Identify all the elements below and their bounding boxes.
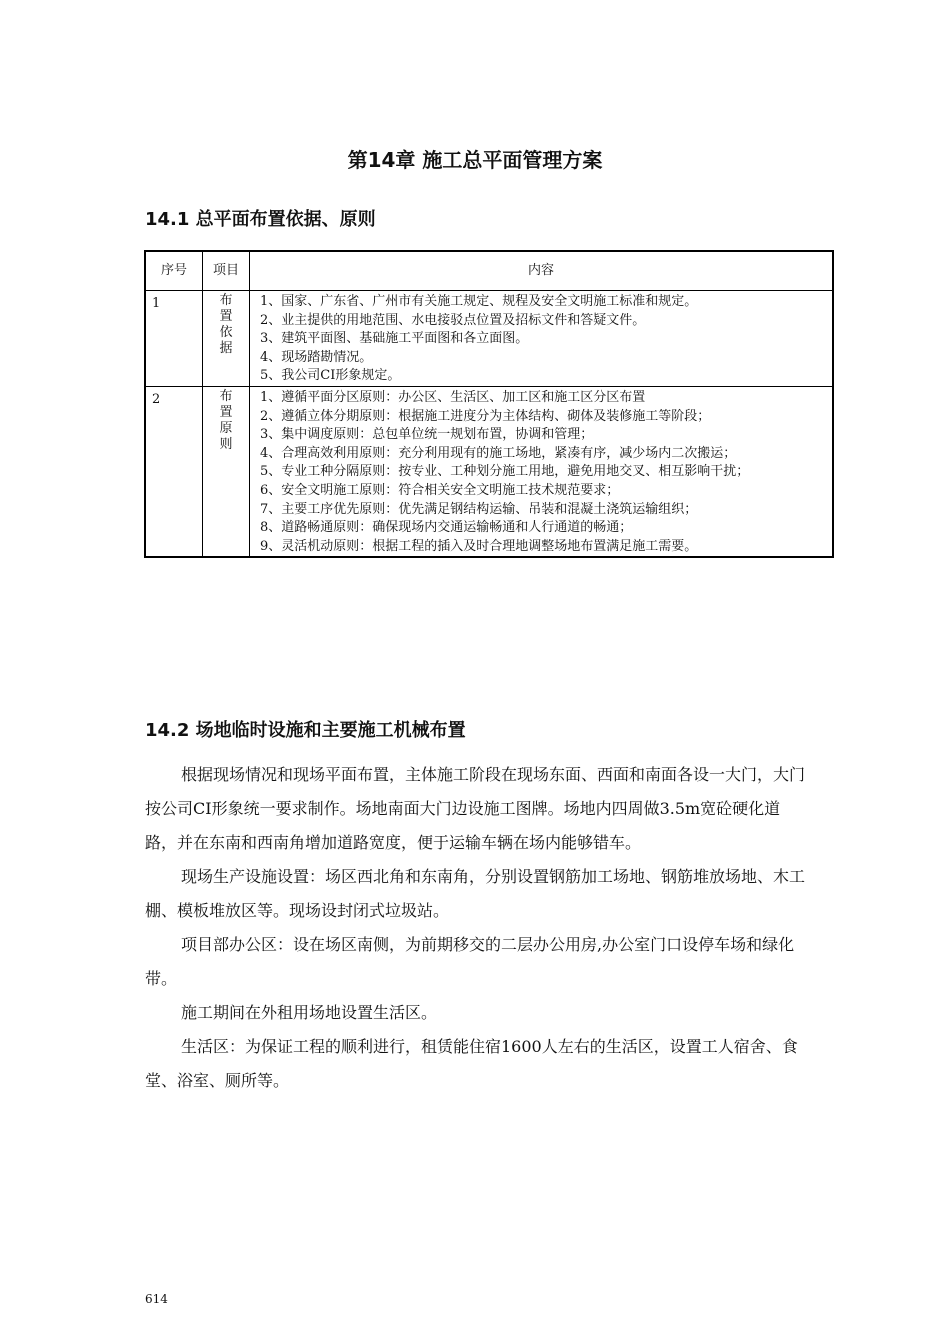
paragraph: 根据现场情况和现场平面布置，主体施工阶段在现场东面、西面和南面各设一大门，大门按公司CI形象统一要求制作。场地南面大门边设施工图牌。场地内四周做3.5m宽砼硬化道路，并在东南和西南角增加道路宽度，便于运输车辆在场内能够错车。 [145,765,806,852]
page-number: 614 [145,1292,168,1306]
header-serial: 序号 [145,251,203,291]
section-title: 14.2 场地临时设施和主要施工机械布置 [145,720,466,741]
content-line: 7、主要工序优先原则：优先满足钢结构运输、吊装和混凝土浇筑运输组织； [260,501,698,517]
item-char: 原 [219,420,233,436]
item-char: 则 [219,436,233,452]
row-item [203,291,250,387]
content-line: 9、灵活机动原则：根据工程的插入及时合理地调整场地布置满足施工需要。 [260,538,698,554]
row-content [250,291,834,387]
content-line: 4、现场踏勘情况。 [260,349,373,365]
content-line: 3、集中调度原则：总包单位统一规划布置，协调和管理； [260,427,594,443]
content-line: 1、国家、广东省、广州市有关施工规定、规程及安全文明施工标准和规定。 [260,294,698,309]
table-row [145,386,833,557]
content-line: 5、专业工种分隔原则：按专业、工种划分施工用地，避免用地交叉、相互影响干扰； [260,464,750,480]
section-title: 14.1 总平面布置依据、原则 [145,209,376,230]
layout-basis-table [144,250,834,558]
item-char: 置 [219,309,233,324]
chapter-title: 第14章 施工总平面管理方案 [347,148,603,172]
content-line: 3、建筑平面图、基础施工平面图和各立面图。 [260,331,529,347]
body-text [145,758,810,1098]
item-char: 布 [219,388,233,404]
item-char: 依 [219,325,233,340]
content-line: 1、遵循平面分区原则：办公区、生活区、加工区和施工区分区布置 [260,389,646,405]
content-line: 2、遵循立体分期原则：根据施工进度分为主体结构、砌体及装修施工等阶段； [260,408,711,424]
row-item [203,386,250,557]
item-char: 据 [219,341,233,356]
content-line: 2、业主提供的用地范围、水电接驳点位置及招标文件和答疑文件。 [260,312,646,328]
header-content: 内容 [250,251,834,291]
paragraph: 现场生产设施设置：场区西北角和东南角，分别设置钢筋加工场地、钢筋堆放场地、木工棚、模板堆放区等。现场设封闭式垃圾站。 [145,867,806,920]
item-char: 置 [219,404,233,420]
paragraph: 生活区：为保证工程的顺利进行，租赁能住宿1600人左右的生活区，设置工人宿舍、食堂、浴室、厕所等。 [145,1037,798,1090]
content-line: 6、安全文明施工原则：符合相关安全文明施工技术规范要求； [260,482,620,498]
paragraph: 施工期间在外租用场地设置生活区。 [181,1003,438,1022]
content-line: 8、道路畅通原则：确保现场内交通运输畅通和人行通道的畅通； [260,520,633,536]
row-number: 2 [145,386,203,557]
item-char: 布 [219,293,233,308]
table-row [145,291,833,387]
content-line: 4、合理高效利用原则：充分利用现有的施工场地，紧凑有序，减少场内二次搬运； [260,445,737,461]
header-item: 项目 [203,251,250,291]
paragraph: 项目部办公区：设在场区南侧，为前期移交的二层办公用房,办公室门口设停车场和绿化带。 [145,935,795,988]
row-number: 1 [145,291,203,387]
row-content [250,386,834,557]
content-line: 5、我公司CI形象规定。 [260,368,401,384]
table-header-row [145,251,833,291]
